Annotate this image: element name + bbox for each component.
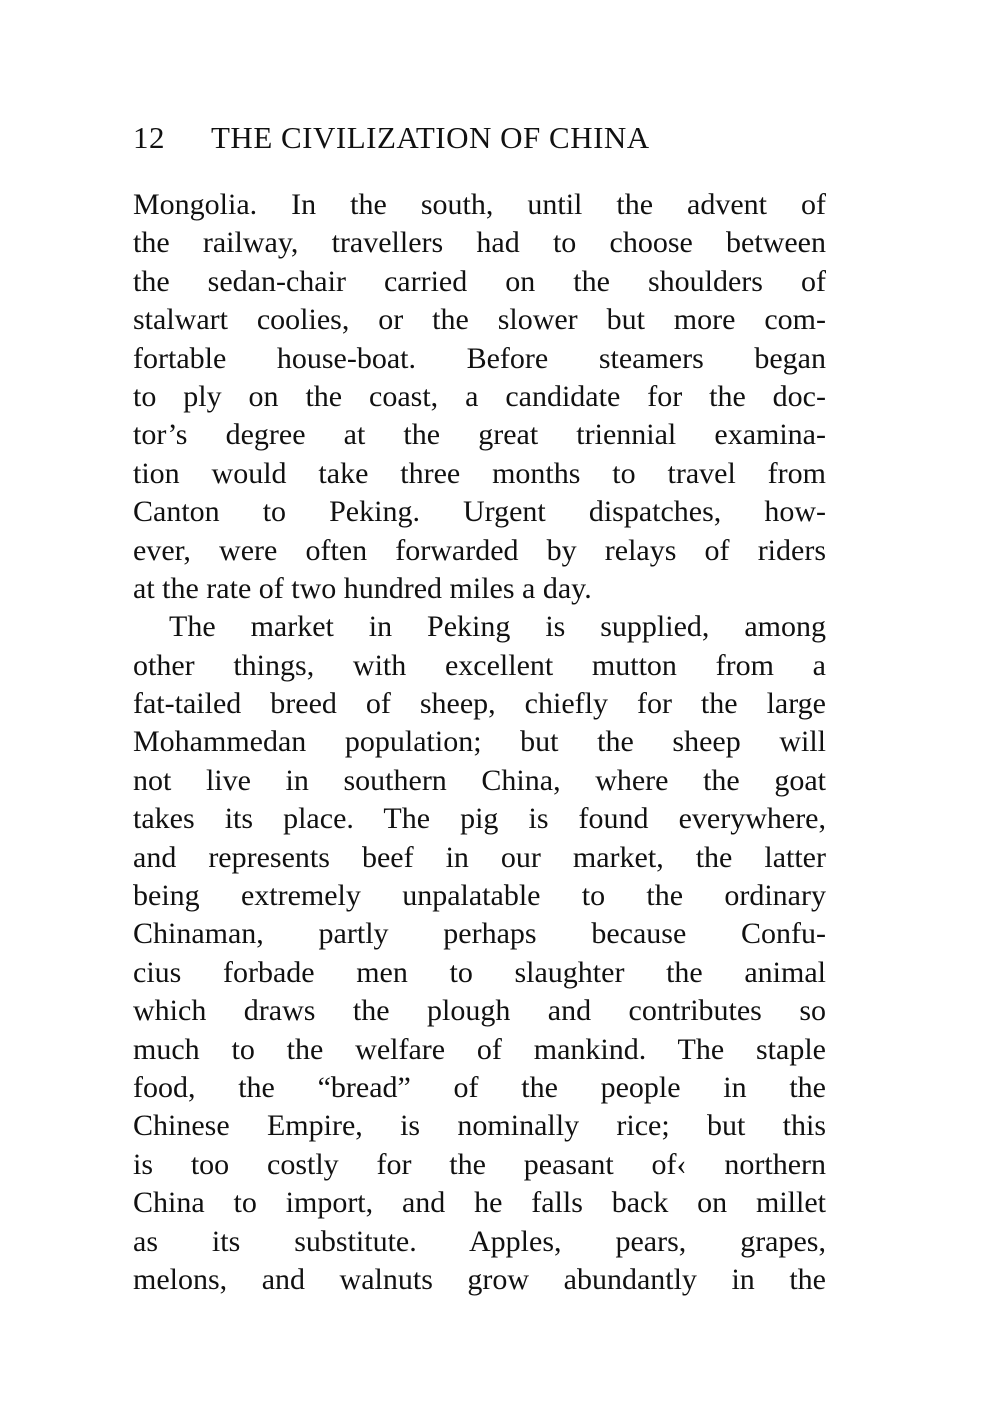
text-line: Chinaman, partly perhaps because Confu-: [133, 917, 826, 951]
text-line: and represents beef in our market, the latter: [133, 840, 826, 874]
text-line: China to import, and he falls back on millet: [133, 1186, 826, 1220]
text-line: tion would take three months to travel from: [133, 456, 826, 490]
text-line: takes its place. The pig is found everywhere,: [133, 802, 826, 836]
page-number: 12: [133, 120, 165, 155]
text-line: Mohammedan population; but the sheep will: [133, 725, 826, 759]
text-line: melons, and walnuts grow abundantly in the: [133, 1262, 826, 1296]
running-head: [133, 113, 833, 163]
text-line: other things, with excellent mutton from a: [133, 648, 826, 682]
text-line: fortable house-boat. Before steamers began: [133, 341, 826, 375]
text-line: the sedan-chair carried on the shoulders of: [133, 264, 826, 298]
paragraph-start-line: The market in Peking is supplied, among: [169, 610, 826, 644]
text-line: Chinese Empire, is nominally rice; but this: [133, 1109, 826, 1143]
text-line: not live in southern China, where the goat: [133, 763, 826, 797]
text-line: the railway, travellers had to choose between: [133, 226, 826, 260]
text-line: Canton to Peking. Urgent dispatches, how-: [133, 495, 826, 529]
text-line: being extremely unpalatable to the ordinary: [133, 879, 826, 913]
running-title: THE CIVILIZATION OF CHINA: [211, 120, 650, 155]
text-line: stalwart coolies, or the slower but more com-: [133, 303, 826, 337]
text-line: to ply on the coast, a candidate for the doc-: [133, 379, 826, 413]
body-text: [133, 186, 826, 1299]
text-line: tor’s degree at the great triennial examina-: [133, 418, 826, 452]
text-line: which draws the plough and contributes so: [133, 994, 826, 1028]
text-line: Mongolia. In the south, until the advent of: [133, 188, 826, 221]
text-line: cius forbade men to slaughter the animal: [133, 955, 826, 989]
text-line: ever, were often forwarded by relays of riders: [133, 533, 826, 567]
text-line: food, the “bread” of the people in the: [133, 1070, 826, 1104]
paragraph-end-line: at the rate of two hundred miles a day.: [133, 571, 592, 605]
text-line: as its substitute. Apples, pears, grapes,: [133, 1224, 826, 1258]
text-line: much to the welfare of mankind. The staple: [133, 1032, 826, 1066]
text-line: is too costly for the peasant of‹ northern: [133, 1147, 826, 1181]
text-line: fat-tailed breed of sheep, chiefly for the large: [133, 687, 826, 721]
